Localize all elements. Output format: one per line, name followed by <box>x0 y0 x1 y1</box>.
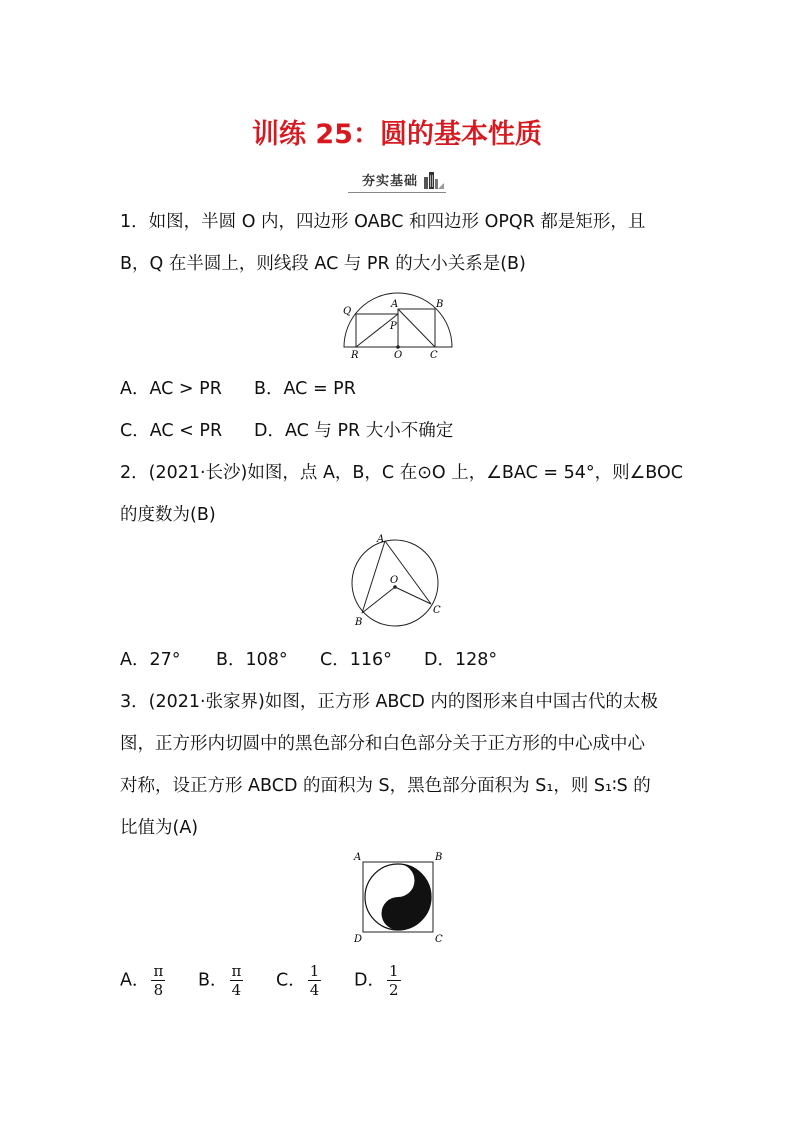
q3-text-line1: 3．(2021·张家界)如图，正方形 ABCD 内的图形来自中国古代的太极 <box>120 692 658 712</box>
q3-option-b-den: 4 <box>231 981 242 999</box>
q3-option-b-num: π <box>231 962 242 980</box>
q2-label-c: C <box>433 605 441 616</box>
q3-option-a-fraction <box>151 962 165 999</box>
q1-label-a: A <box>391 299 399 310</box>
section-label: 夯实基础 <box>361 174 418 189</box>
q3-label-c: C <box>435 934 443 944</box>
q3-option-b <box>198 962 243 999</box>
q2-option-b: B．108° <box>216 650 288 670</box>
q3-option-d-den: 2 <box>388 981 399 999</box>
q3-option-d-fraction <box>387 962 401 999</box>
q3-option-d-num: 1 <box>388 962 399 980</box>
section-header <box>0 170 794 193</box>
q1-semicircle-figure <box>340 292 456 362</box>
q2-option-c: C．116° <box>320 650 392 670</box>
q3-label-d: D <box>354 934 363 944</box>
q2-option-d: D．128° <box>424 650 498 670</box>
q3-text-line3: 对称，设正方形 ABCD 的面积为 S，黑色部分面积为 S₁，则 S₁∶S 的 <box>120 776 651 796</box>
q3-label-a: A <box>354 852 362 863</box>
page-title: 训练 25：圆的基本性质 <box>252 119 542 150</box>
q3-option-c-prefix: C． <box>276 970 306 991</box>
q3-option-d-prefix: D． <box>354 970 385 991</box>
q1-text-line1: 1．如图，半圆 O 内，四边形 OABC 和四边形 OPQR 都是矩形，且 <box>120 212 646 232</box>
q2-circle-figure <box>345 533 450 633</box>
q2-text-line1: 2．(2021·长沙)如图，点 A，B，C 在⊙O 上，∠BAC = 54°，则∠BOC <box>120 463 683 483</box>
q1-label-o: O <box>394 350 403 361</box>
building-icon <box>422 171 444 189</box>
q3-option-d <box>354 962 401 999</box>
q3-option-a-prefix: A． <box>120 970 150 991</box>
q3-option-c-fraction <box>308 962 322 999</box>
q1-label-c: C <box>430 350 438 361</box>
q1-option-d: D．AC 与 PR 大小不确定 <box>254 421 454 441</box>
q1-label-p: P <box>390 321 397 332</box>
q1-label-r: R <box>351 350 359 361</box>
q1-option-b: B．AC = PR <box>254 379 356 399</box>
q2-option-a: A．27° <box>120 650 181 670</box>
q3-label-b: B <box>435 852 443 863</box>
q2-label-a: A <box>377 534 385 545</box>
q3-option-a <box>120 962 165 999</box>
q3-text-line2: 图，正方形内切圆中的黑色部分和白色部分关于正方形的中心成中心 <box>120 734 645 754</box>
q1-text-line2: B，Q 在半圆上，则线段 AC 与 PR 的大小关系是(B) <box>120 254 526 274</box>
q1-option-a: A．AC > PR <box>120 379 222 399</box>
q2-text-line2: 的度数为(B) <box>120 505 216 525</box>
q3-text-line4: 比值为(A) <box>120 818 199 838</box>
q1-option-c: C．AC < PR <box>120 421 223 441</box>
q3-option-a-den: 8 <box>153 981 164 999</box>
q1-label-q: Q <box>343 306 352 317</box>
q2-label-b: B <box>355 617 363 628</box>
q3-option-c-den: 4 <box>309 981 320 999</box>
q3-option-b-prefix: B． <box>198 970 228 991</box>
section-header-inner <box>348 170 446 193</box>
q3-option-b-fraction <box>230 962 244 999</box>
q3-taiji-figure <box>350 850 446 944</box>
q3-option-c-num: 1 <box>309 962 320 980</box>
q1-label-b: B <box>436 299 444 310</box>
q3-option-c <box>276 962 321 999</box>
q3-option-a-num: π <box>153 962 164 980</box>
q2-label-o: O <box>390 575 399 586</box>
